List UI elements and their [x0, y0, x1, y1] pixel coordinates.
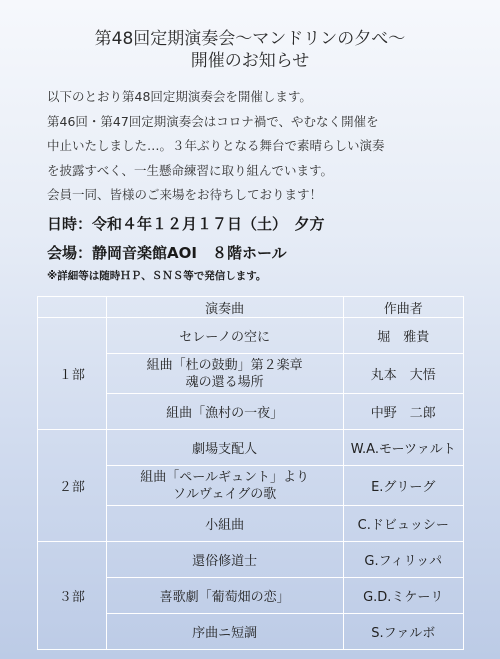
program-table — [37, 296, 464, 650]
intro-line: 会員一同、皆様のご来場をお待ちしております！ — [47, 187, 323, 202]
table-header-composer: 作曲者 — [343, 297, 464, 318]
intro-line: 第46回・第47回定期演奏会はコロナ禍で、やむなく開催を — [47, 113, 379, 129]
piece-cell: 喜歌劇「葡萄畑の恋」 — [106, 578, 343, 614]
piece-cell: 小組曲 — [106, 506, 343, 542]
table-header-row — [38, 297, 464, 318]
intro-line: を披露すべく、一生懸命練習に取り組んでいます。 — [47, 162, 334, 178]
details-note: ※詳細等は随時ＨＰ、ＳＮＳ等で発信します。 — [47, 270, 267, 282]
part-label: ３部 — [38, 542, 107, 650]
table-row — [38, 430, 464, 466]
composer-cell: G.フィリッパ — [343, 542, 464, 578]
composer-cell: C.ドビュッシー — [343, 506, 464, 542]
composer-cell: E.グリーグ — [343, 466, 464, 506]
piece-cell: 序曲ニ短調 — [106, 614, 343, 650]
intro-line: 以下のとおり第48回定期演奏会を開催します。 — [47, 89, 312, 104]
piece-cell: 組曲「漁村の一夜」 — [106, 394, 343, 430]
composer-cell: S.ファルボ — [343, 614, 464, 650]
piece-line: ソルヴェイグの歌 — [172, 486, 277, 502]
part-label: ２部 — [38, 430, 107, 542]
piece-cell: セレーノの空に — [106, 318, 343, 354]
piece-line: 組曲「ペールギュント」より — [140, 469, 309, 485]
piece-cell: 還俗修道士 — [106, 542, 343, 578]
table-header-piece: 演奏曲 — [106, 297, 343, 318]
title-line-1: 第48回定期演奏会〜マンドリンの夕べ〜 — [94, 29, 406, 49]
title-line-2: 開催のお知らせ — [190, 51, 310, 71]
page-title — [0, 28, 500, 72]
composer-cell: W.A.モーツァルト — [343, 430, 464, 466]
piece-cell: 劇場支配人 — [106, 430, 343, 466]
piece-line: 組曲「杜の鼓動」第２楽章 — [146, 357, 303, 373]
part-label: １部 — [38, 318, 107, 430]
composer-cell: 堀 雅貴 — [343, 318, 464, 354]
composer-cell: G.D.ミケーリ — [343, 578, 464, 614]
table-row — [38, 542, 464, 578]
composer-cell: 中野 二郎 — [343, 394, 464, 430]
event-venue: 会場：静岡音楽館AOI ８階ホール — [47, 244, 287, 262]
intro-paragraph — [47, 85, 467, 208]
piece-line: 魂の還る場所 — [185, 374, 264, 390]
table-row — [38, 318, 464, 354]
piece-cell — [106, 354, 343, 394]
piece-cell — [106, 466, 343, 506]
composer-cell: 丸本 大悟 — [343, 354, 464, 394]
event-datetime: 日時：令和４年１２月１７日（土） 夕方 — [47, 215, 325, 233]
table-header-blank — [38, 297, 107, 318]
intro-line: 中止いたしました…。３年ぶりとなる舞台で素晴らしい演奏 — [47, 138, 385, 153]
